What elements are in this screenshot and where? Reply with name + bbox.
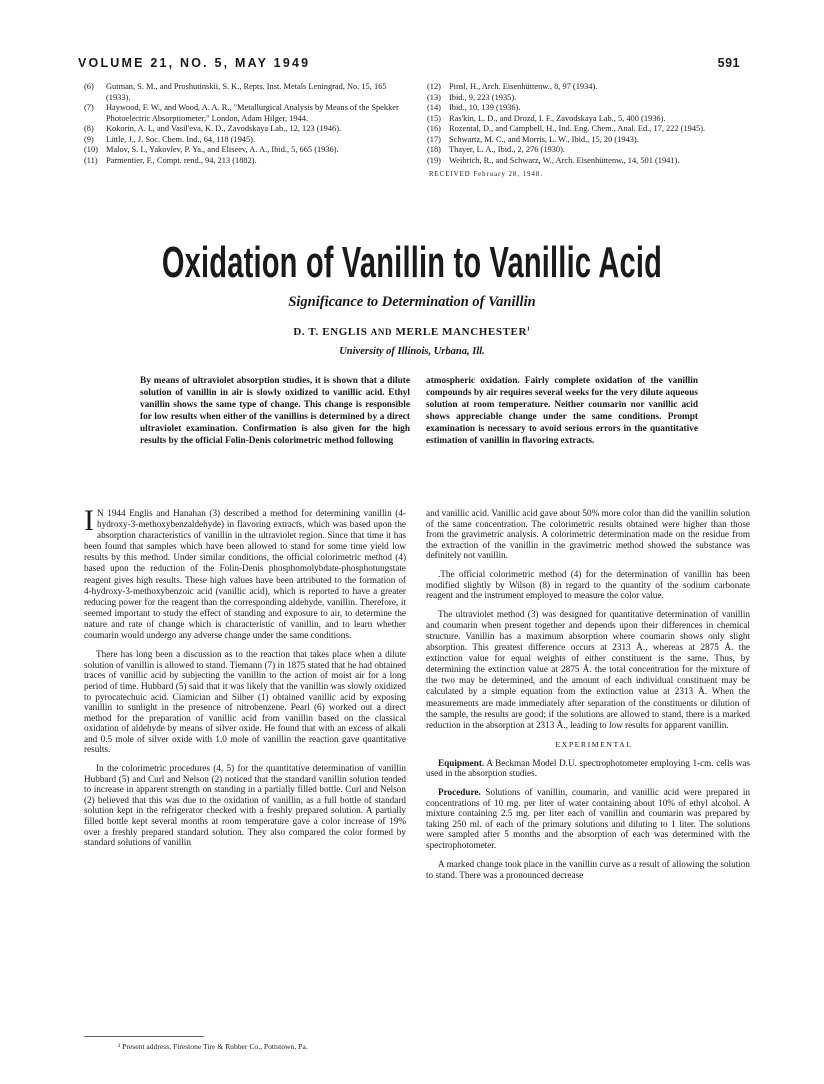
reference-item: (9) Little, J., J. Soc. Chem. Ind., 64, 118 (1945). [84,134,256,144]
reference-item: (17) Schwartz, M. C., and Morris, L. W., Ibid., 15, 20 (1943). [427,134,639,144]
affiliation: University of Illinois, Urbana, Ill. [339,346,485,357]
reference-item: (14) Ibid., 10, 139 (1936). [427,103,521,112]
reference-item: (8) Kokorin, A. I., and Vasil'eva, K. D., Zavodskaya Lab., 12, 123 (1946). [84,124,342,133]
author-line [0,326,824,338]
body-paragraph: Procedure. Solutions of vanillin, coumarin, and vanillic acid were prepared in concentrations of 10 mg. per liter of water containing about 10% of ethyl alcohol. A mixture containing 2.5 mg. per liter each of vanillin and coumarin was prepared by taking 250 ml. of each of the primary solutions and diluting to 1 liter. The solutions were sampled after 5 months and the absorption of each was determined with the spectrophotometer. [426,787,750,851]
run-in-heading: Equipment. [438,757,485,768]
body-paragraph: There has long been a discussion as to the reaction that takes place when a dilute solution of vanillin is allowed to stand. Tiemann (7) in 1875 stated that he had obtained traces of vanillic acid by subjecting the vanillin to the action of moist air for a long period of time. Hubbard (5) said that it was likely that the vanillin was slowly oxidized to pyrocatechuic acid. Ciamician and Silber (1) obtained vanillic acid by exposing vanillin to sunlight in the presence of nitrobenzene. Pearl (6) worked out a direct method for the preparation of vanillic acid from vanillin based on the classical oxidation of aldehyde by means of silver oxide. He found that with an excess of alkali and 0.5 mole of silver oxide with 1.0 mole of vanillin the reaction gave quantitative results. [84,649,406,755]
reference-item: (10) Malov, S. I., Yakovlev, P. Ya., and Eliseev, A. A., Ibid., 5, 665 (1936). [84,145,339,154]
reference-item: (16) Rozental, D., and Campbell, H., Ind. Eng. Chem., Anal. Ed., 17, 222 (1945). [427,124,706,133]
body-column-right [426,508,750,889]
body-column-left [84,504,406,856]
run-in-heading: Procedure. [438,787,481,798]
footnote-marker: 1 [527,326,531,333]
page-number: 591 [717,56,740,70]
reference-item: (7) Haywood, F. W., and Wood, A. A. R., "Metallurgical Analysis by Means of the Spekker Photoelectric Absorptiometer," London, Adam Hilger, 1944. [84,103,399,123]
running-head-volume: VOLUME 21, NO. 5, MAY 1949 [78,56,311,70]
body-paragraph: and vanillic acid. Vanillic acid gave about 50% more color than did the vanillin solution of the same concentration. The colorimetric results obtained were higher than those from the gravimetric analysis. A colorimetric determination made on the residue from the extraction of the vanillin in the gravimetric method showed the substance was definitely not vanillin. [426,508,750,561]
author-conjunction: AND [370,327,393,337]
body-paragraph: Equipment. A Beckman Model D.U. spectrophotometer employing 1-cm. cells was used in the absorption studies. [426,757,750,779]
reference-item: (12) Pinsl, H., Arch. Eisenhüttenw., 8, 97 (1934). [427,82,598,91]
body-paragraph: .The official colorimetric method (4) for the determination of vanillin has been modified slightly by Wilson (8) in regard to the quantity of the sodium carbonate reagent and the instrument employed to measure the color value. [426,568,750,601]
author-1: D. T. ENGLIS [293,326,368,338]
references-left-column [84,82,404,166]
drop-cap: I [84,504,94,537]
body-paragraph: In the colorimetric procedures (4, 5) for the quantitative determination of vanillin Hubbard (5) and Curl and Nelson (2) noticed that the standard vanillin solution tended to increase in apparent strength on standing in a partially filled bottle. Curl and Nelson (2) believed that this was due to the oxidation of vanillin, as a full bottle of standard solution kept in the refrigerator checked with a freshly prepared solution. A partially filled bottle kept several months at room temperature gave a color increase of 19% over a freshly prepared standard solution. They also compared the color formed by standard solutions of vanillin [84,763,406,848]
footnote: ¹ Present address, Firestone Tire & Rubber Co., Pottstown, Pa. [118,1042,308,1051]
body-paragraph: I N 1944 Englis and Hanahan (3) described a method for determining vanillin (4-hydroxy-3-methoxybenzaldehyde) in flavoring extracts, which was based upon the absorption characteristics of vanillin in the ultraviolet region. Since that time it has been found that samples which have been allowed to stand for some time yield low results by this method. Under similar conditions, the official colorimetric method (4) based upon the reduction of the Folin-Denis phosphomolybdate-phosphotungstate reagent gives high results. These high values have been attributed to the formation of 4-hydroxy-3-methoxybenzoic acid (vanillic acid), which is reported to have a greater reducing power for the reagent than the corresponding aldehyde, vanillin. Therefore, it seemed important to study the effect of standing and exposure to air, to determine the nature and rate of change which is characteristic of vanillin, and to learn whether coumarin would undergo any adverse change under the same conditions. [84,504,406,641]
references-right-column [427,82,747,181]
article-title: Oxidation of Vanillin to Vanillic Acid [161,238,663,287]
reference-item: (19) Weihrich, R., and Schwarz, W., Arch. Eisenhüttenw., 14, 501 (1941). [427,155,680,165]
author-2: MERLE MANCHESTER [395,326,527,338]
reference-item: (13) Ibid., 9, 223 (1935). [427,92,517,102]
reference-item: (11) Parmentier, F., Compt. rend., 94, 213 (1882). [84,155,257,165]
reference-item: (18) Thayer, L. A., Ibid., 2, 276 (1930). [427,145,565,154]
running-head [78,56,740,72]
body-paragraph: The ultraviolet method (3) was designed for quantitative determination of vanillin and coumarin when present together and depends upon their differences in chemical structure. Vanillin has a maximum absorption where coumarin shows only slight absorption. This greatest difference occurs at 2313 Å., whereas at 2875 Å. the extinction value for equal weights of either constituent is the same. Thus, by determining the extinction value at 2875 Å. the total concentration for the mixture of the two may be determined, and the amount of each individual constituent may be calculated by a simple equation from the extinction value at 2313 Å. When the measurements are made immediately after separation of the constituents or dilution of the sample, the results are good; if the solutions are allowed to stand, there is a marked reduction in the absorption at 2313 Å., leading to low results for apparent vanillin. [426,608,750,730]
body-paragraph: A marked change took place in the vanillin curve as a result of allowing the solution to stand. There was a pronounced decrease [426,858,750,880]
footnote-rule [84,1036,204,1037]
reference-item: (6) Gutman, S. M., and Proshutinskii, S. K., Repts. Inst. Metals Leningrad, No. 15, 165 (1933). [84,82,387,102]
abstract-left: By means of ultraviolet absorption studies, it is shown that a dilute solution of vanillin in air is slowly oxidized to vanillic acid. Ethyl vanillin shows the same type of change. This change is responsible for low results when either of the vanillins is determined by a direct ultraviolet examination. Confirmation is also given for the high results by the official Folin-Denis colorimetric method following [140,376,410,446]
reference-item: (15) Ras'kin, L. D., and Drozd, I. F., Zavodskaya Lab., 5, 400 (1936). [427,113,666,123]
section-heading: EXPERIMENTAL [555,739,633,749]
received-date: RECEIVED February 28, 1948. [429,171,544,178]
article-subtitle: Significance to Determination of Vanillin [288,294,536,310]
abstract-right: atmospheric oxidation. Fairly complete oxidation of the vanillin compounds by air requires several weeks for the very dilute aqueous solution at room temperature. Neither coumarin nor vanillic acid shows appreciable change under the same conditions. Prompt examination is necessary to avoid serious errors in the quantitative estimation of vanillin in flavoring extracts. [426,376,698,446]
